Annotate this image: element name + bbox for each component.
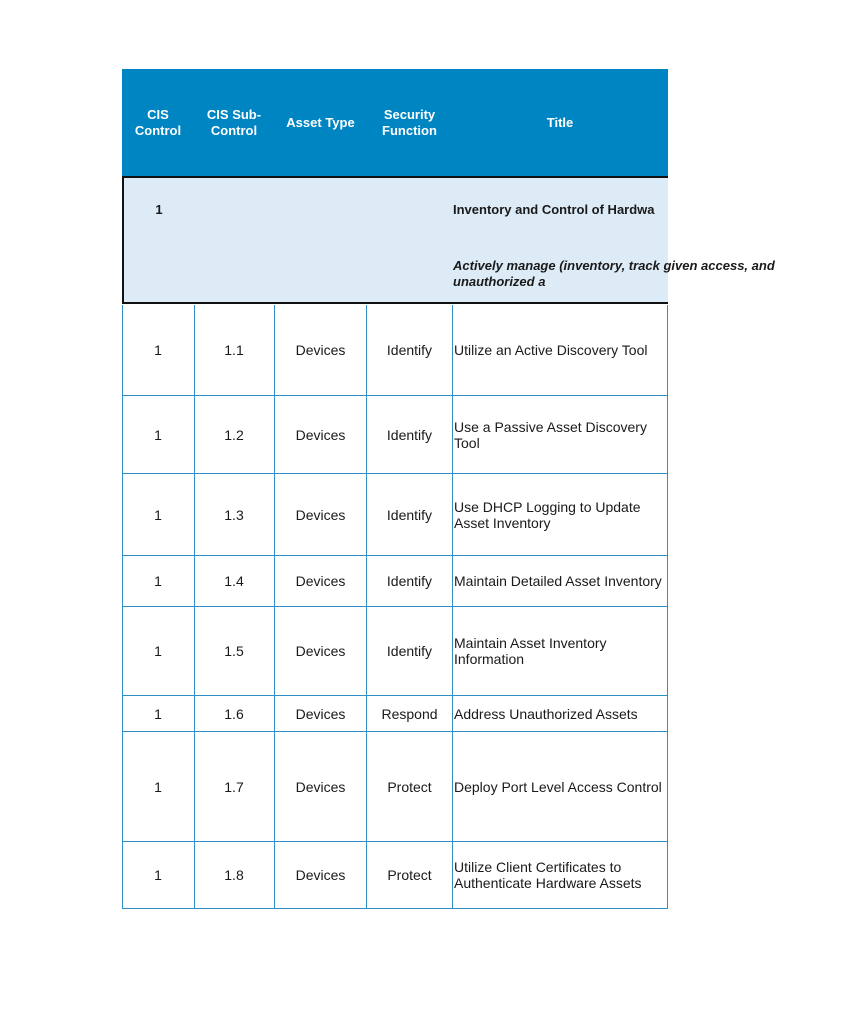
cell-title <box>452 556 668 606</box>
header-asset-type <box>274 69 367 176</box>
table-row <box>122 556 668 607</box>
cell-title-text: Use DHCP Logging to Update Asset Inventory <box>454 498 641 531</box>
cell-title-text: Utilize an Active Discovery Tool <box>454 342 648 358</box>
cell-cis-control <box>122 305 194 395</box>
table-header <box>122 69 668 176</box>
cell-cis-sub-control-text: 1.4 <box>224 573 244 589</box>
cell-cis-control-text: 1 <box>154 342 162 358</box>
cell-cis-control <box>122 396 194 473</box>
cell-cis-sub-control-text: 1.5 <box>224 643 244 659</box>
cell-cis-sub-control <box>194 842 274 908</box>
control-description: Actively manage (inventory, track given access, and unauthorized a <box>453 258 775 289</box>
cell-security-function <box>367 842 452 908</box>
cell-security-function-text: Respond <box>381 705 438 722</box>
cell-asset-type-text: Devices <box>295 643 346 659</box>
cell-asset-type <box>274 696 367 731</box>
header-asset-type-label: Asset Type <box>286 114 355 130</box>
header-security-function-label: Security Function <box>382 106 437 138</box>
cell-cis-sub-control-text: 1.3 <box>224 506 244 523</box>
cell-security-function-text: Protect <box>387 778 432 795</box>
column-divider <box>452 305 453 908</box>
cell-asset-type <box>274 556 367 606</box>
cell-asset-type-text: Devices <box>295 867 346 883</box>
cell-security-function-text: Identify <box>386 426 433 443</box>
cell-cis-sub-control <box>194 696 274 731</box>
cell-cis-sub-control <box>194 474 274 555</box>
cell-security-function-text: Identify <box>386 643 433 659</box>
cell-title-text: Maintain Detailed Asset Inventory <box>454 573 662 589</box>
cell-security-function <box>367 696 452 731</box>
cell-title <box>452 474 668 555</box>
cell-cis-sub-control-text: 1.1 <box>224 342 244 358</box>
cell-security-function <box>367 556 452 606</box>
cell-asset-type <box>274 732 367 841</box>
cell-security-function <box>367 396 452 473</box>
header-cis-control-label: CIS Control <box>134 106 182 138</box>
cell-asset-type-text: Devices <box>295 426 346 443</box>
cell-security-function <box>367 607 452 695</box>
cell-title-text: Utilize Client Certificates to Authenticate Hardware Assets <box>454 859 642 891</box>
table-row <box>122 732 668 842</box>
cell-cis-control-text: 1 <box>154 506 162 523</box>
cell-security-function-text: Identify <box>386 342 433 358</box>
cell-security-function <box>367 474 452 555</box>
table-row <box>122 396 668 474</box>
cell-title <box>452 305 668 395</box>
cell-title <box>452 396 668 473</box>
column-divider <box>274 305 275 908</box>
cell-title <box>452 607 668 695</box>
control-title: Inventory and Control of Hardwa <box>453 202 655 217</box>
column-divider <box>122 305 123 908</box>
header-title-label: Title <box>546 114 574 130</box>
cell-asset-type <box>274 474 367 555</box>
cell-cis-control-text: 1 <box>154 705 162 722</box>
control-group-row <box>122 176 775 304</box>
cis-controls-table <box>122 69 775 908</box>
cell-cis-control-text: 1 <box>154 426 162 443</box>
cell-asset-type-text: Devices <box>295 506 346 523</box>
cell-security-function <box>367 305 452 395</box>
header-security-function <box>367 69 452 176</box>
cell-cis-sub-control-text: 1.7 <box>224 778 244 795</box>
cell-security-function-text: Identify <box>386 573 433 589</box>
cell-cis-sub-control <box>194 556 274 606</box>
cell-cis-control-text: 1 <box>154 867 162 883</box>
cell-cis-sub-control <box>194 732 274 841</box>
cell-cis-sub-control <box>194 396 274 473</box>
cell-title <box>452 696 668 731</box>
cell-asset-type <box>274 607 367 695</box>
cell-asset-type <box>274 396 367 473</box>
cell-cis-sub-control-text: 1.6 <box>224 705 244 722</box>
column-divider <box>667 305 668 908</box>
cell-cis-control <box>122 474 194 555</box>
cell-cis-control <box>122 696 194 731</box>
cell-asset-type-text: Devices <box>295 342 346 358</box>
cell-cis-control-text: 1 <box>154 778 162 795</box>
cell-cis-sub-control-text: 1.8 <box>224 867 244 883</box>
cell-security-function <box>367 732 452 841</box>
cell-cis-control <box>122 732 194 841</box>
cell-cis-control <box>122 556 194 606</box>
table-row <box>122 842 668 909</box>
cell-asset-type <box>274 842 367 908</box>
header-title <box>452 69 668 176</box>
cell-title-text: Maintain Asset Inventory Information <box>454 635 607 667</box>
cell-asset-type-text: Devices <box>295 705 346 722</box>
cell-asset-type <box>274 305 367 395</box>
table-row <box>122 696 668 732</box>
control-number: 1 <box>155 202 163 217</box>
cell-asset-type-text: Devices <box>295 778 346 795</box>
table-row <box>122 474 668 556</box>
cell-title-text: Address Unauthorized Assets <box>454 705 638 722</box>
cell-title <box>452 732 668 841</box>
cell-cis-control <box>122 842 194 908</box>
table-row <box>122 305 668 396</box>
cell-cis-sub-control <box>194 607 274 695</box>
cell-asset-type-text: Devices <box>295 573 346 589</box>
cell-cis-sub-control <box>194 305 274 395</box>
header-cis-control <box>122 69 194 176</box>
cell-security-function-text: Identify <box>386 506 433 523</box>
cell-title <box>452 842 668 908</box>
cell-cis-control-text: 1 <box>154 643 162 659</box>
cell-cis-control-text: 1 <box>154 573 162 589</box>
header-cis-sub-control-label: CIS Sub-Control <box>206 106 262 138</box>
column-divider <box>194 305 195 908</box>
table-row <box>122 607 668 696</box>
cell-title-text: Deploy Port Level Access Control <box>454 778 662 795</box>
cell-security-function-text: Protect <box>387 867 432 883</box>
cell-cis-sub-control-text: 1.2 <box>224 426 244 443</box>
header-cis-sub-control <box>194 69 274 176</box>
cell-cis-control <box>122 607 194 695</box>
cell-title-text: Use a Passive Asset Discovery Tool <box>454 418 647 451</box>
column-divider <box>366 305 367 908</box>
